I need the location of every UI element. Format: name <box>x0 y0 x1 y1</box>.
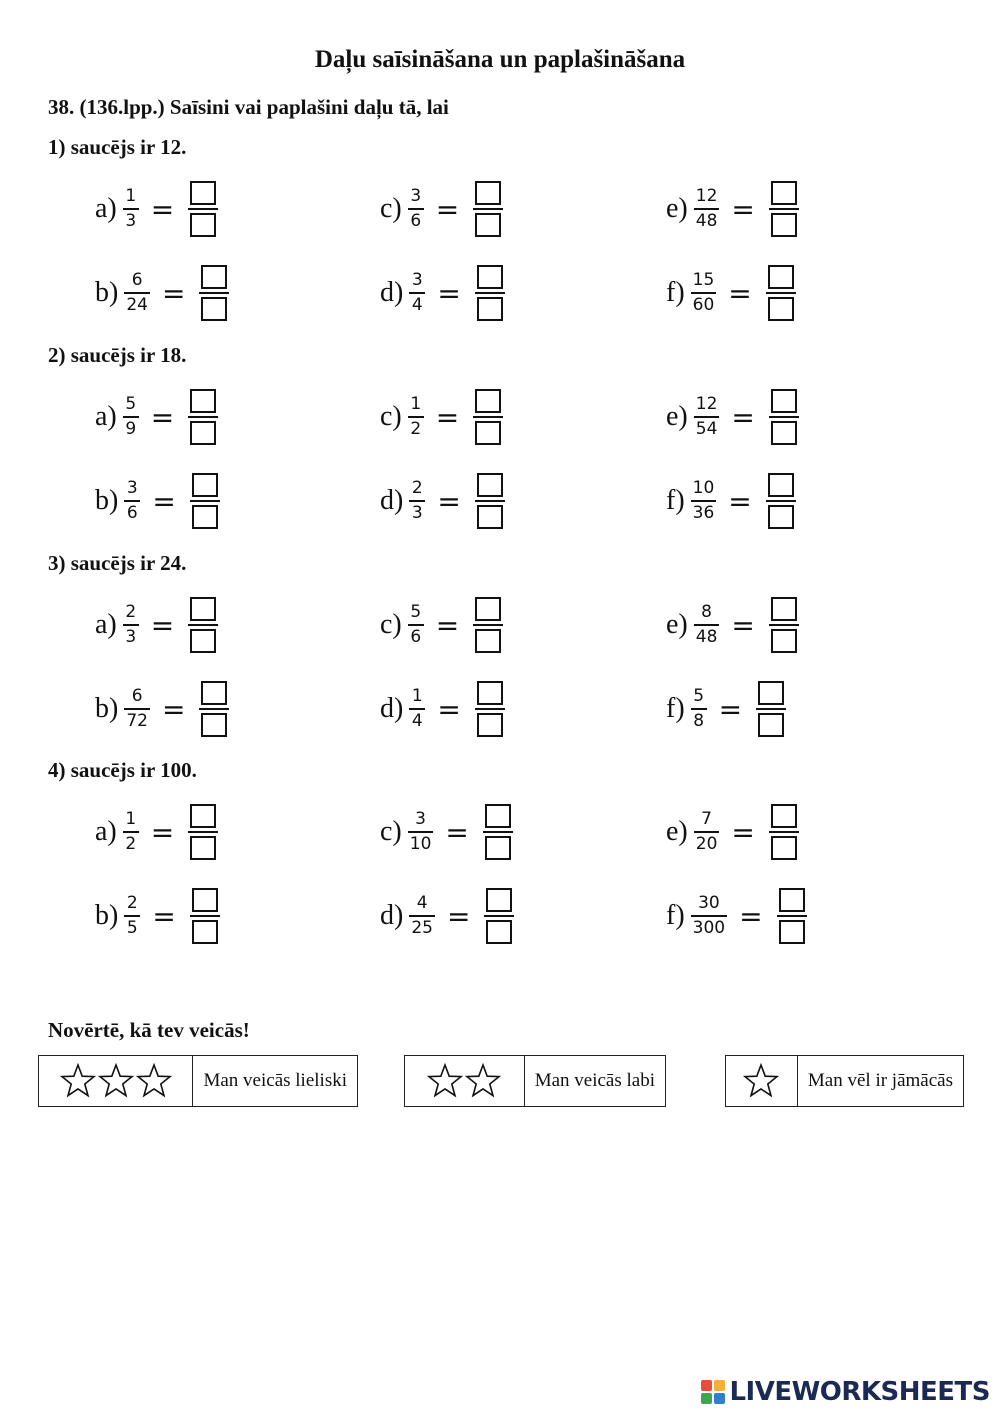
fraction-problem <box>95 469 220 533</box>
fraction-denominator: 54 <box>695 419 718 439</box>
answer-fraction <box>483 804 513 860</box>
problem-label: b) <box>95 277 119 308</box>
fraction-denominator: 5 <box>126 918 138 938</box>
problem-label: e) <box>666 816 688 847</box>
problem-label: e) <box>666 193 688 224</box>
rating-text: Man veicās lieliski <box>203 1070 347 1091</box>
fraction-problem <box>380 884 514 948</box>
equals-sign: = <box>728 276 752 310</box>
answer-numerator-input[interactable] <box>771 804 797 828</box>
equals-sign: = <box>437 276 461 310</box>
equals-sign: = <box>446 899 471 933</box>
fraction-denominator: 9 <box>125 419 137 439</box>
rating-text: Man vēl ir jāmācās <box>807 1070 953 1091</box>
given-fraction <box>123 188 139 230</box>
fraction-numerator: 1 <box>125 809 137 829</box>
star-icon <box>743 1063 779 1099</box>
given-fraction <box>123 396 139 438</box>
fraction-numerator: 1 <box>410 394 422 414</box>
equals-sign: = <box>731 192 755 226</box>
problem-label: e) <box>666 609 688 640</box>
fraction-denominator: 6 <box>126 503 138 523</box>
answer-fraction <box>766 473 796 529</box>
rating-stars <box>39 1056 193 1106</box>
fraction-denominator: 48 <box>695 627 718 647</box>
given-fraction <box>691 272 717 314</box>
answer-fraction-bar <box>769 831 799 833</box>
problem-label: b) <box>95 693 119 724</box>
equals-sign: = <box>152 899 176 933</box>
answer-fraction <box>473 389 503 445</box>
equals-sign: = <box>435 192 460 226</box>
equals-sign: = <box>150 608 175 642</box>
fraction-problem <box>380 593 503 657</box>
given-fraction <box>124 895 140 937</box>
fraction-numerator: 30 <box>698 893 720 913</box>
answer-fraction-bar <box>766 500 796 502</box>
equals-sign: = <box>731 400 755 434</box>
given-fraction <box>409 895 435 937</box>
fraction-numerator: 15 <box>692 270 715 290</box>
fraction-problem <box>666 593 799 657</box>
given-fraction <box>694 396 720 438</box>
fraction-problem <box>380 677 505 741</box>
answer-fraction <box>199 265 229 321</box>
given-fraction <box>408 604 424 646</box>
section-heading: 2) saucējs ir 18. <box>48 343 187 367</box>
answer-numerator-input[interactable] <box>485 804 511 828</box>
answer-denominator-input[interactable] <box>190 836 216 860</box>
answer-denominator-input[interactable] <box>477 297 503 321</box>
fraction-problem <box>95 385 218 449</box>
fraction-numerator: 5 <box>125 394 137 414</box>
problem-label: c) <box>380 609 402 640</box>
task-instruction: 38. (136.lpp.) Saīsini vai paplašini daļu tā, lai <box>48 95 449 119</box>
answer-fraction-bar <box>475 500 505 502</box>
answer-fraction-bar <box>473 416 503 418</box>
answer-denominator-input[interactable] <box>477 505 503 529</box>
equals-sign: = <box>161 692 186 726</box>
fraction-problem <box>95 261 229 325</box>
answer-fraction <box>475 681 505 737</box>
brand-name: LIVEWORKSHEETS <box>729 1377 990 1407</box>
given-fraction <box>691 480 717 522</box>
fraction-denominator: 2 <box>410 419 422 439</box>
fraction-numerator: 10 <box>692 478 715 498</box>
answer-numerator-input[interactable] <box>190 804 216 828</box>
answer-numerator-input[interactable] <box>190 389 216 413</box>
answer-denominator-input[interactable] <box>779 920 805 944</box>
rating-text: Man veicās labi <box>534 1070 655 1091</box>
liveworksheets-logo-icon <box>701 1380 725 1404</box>
given-fraction <box>124 480 140 522</box>
given-fraction <box>124 272 150 314</box>
fraction-numerator: 6 <box>131 270 143 290</box>
fraction-denominator: 4 <box>411 295 423 315</box>
answer-denominator-input[interactable] <box>201 713 227 737</box>
answer-fraction-bar <box>188 416 218 418</box>
answer-fraction <box>769 804 799 860</box>
answer-fraction <box>190 473 220 529</box>
fraction-problem <box>380 800 513 864</box>
problem-label: d) <box>380 693 404 724</box>
equals-sign: = <box>150 400 175 434</box>
given-fraction <box>408 396 424 438</box>
answer-denominator-input[interactable] <box>192 505 218 529</box>
section-heading: 4) saucējs ir 100. <box>48 758 197 782</box>
fraction-numerator: 5 <box>693 686 705 706</box>
answer-numerator-input[interactable] <box>758 681 784 705</box>
equals-sign: = <box>150 192 175 226</box>
fraction-numerator: 4 <box>416 893 428 913</box>
answer-fraction-bar <box>190 500 220 502</box>
fraction-numerator: 2 <box>125 602 137 622</box>
answer-fraction-bar <box>484 915 514 917</box>
answer-fraction <box>769 389 799 445</box>
answer-fraction <box>769 597 799 653</box>
equals-sign: = <box>445 815 469 849</box>
answer-numerator-input[interactable] <box>768 265 794 289</box>
answer-fraction <box>484 888 514 944</box>
answer-numerator-input[interactable] <box>477 681 503 705</box>
answer-fraction-bar <box>188 624 218 626</box>
fraction-numerator: 3 <box>410 186 422 206</box>
equals-sign: = <box>739 899 763 933</box>
fraction-problem <box>666 884 807 948</box>
answer-denominator-input[interactable] <box>771 629 797 653</box>
equals-sign: = <box>728 484 752 518</box>
answer-fraction-bar <box>769 208 799 210</box>
liveworksheets-brand <box>701 1377 990 1407</box>
problem-label: a) <box>95 193 117 224</box>
fraction-numerator: 6 <box>131 686 143 706</box>
answer-fraction-bar <box>769 624 799 626</box>
star-icon <box>427 1063 463 1099</box>
equals-sign: = <box>150 815 175 849</box>
answer-fraction <box>188 804 218 860</box>
rating-option-good[interactable] <box>404 1055 666 1107</box>
answer-denominator-input[interactable] <box>192 920 218 944</box>
given-fraction <box>123 811 139 853</box>
equals-sign: = <box>161 276 186 310</box>
star-icon <box>60 1063 96 1099</box>
answer-fraction-bar <box>483 831 513 833</box>
fraction-problem <box>95 177 218 241</box>
fraction-denominator: 6 <box>410 211 422 231</box>
answer-denominator-input[interactable] <box>758 713 784 737</box>
answer-numerator-input[interactable] <box>486 888 512 912</box>
page-title: Daļu saīsināšana un paplašināšana <box>314 46 686 73</box>
answer-denominator-input[interactable] <box>771 213 797 237</box>
answer-denominator-input[interactable] <box>190 421 216 445</box>
answer-denominator-input[interactable] <box>486 920 512 944</box>
answer-fraction <box>769 181 799 237</box>
fraction-numerator: 1 <box>125 186 137 206</box>
answer-fraction-bar <box>769 416 799 418</box>
answer-fraction <box>190 888 220 944</box>
fraction-problem <box>380 469 505 533</box>
fraction-problem <box>95 677 229 741</box>
fraction-numerator: 2 <box>126 893 138 913</box>
answer-numerator-input[interactable] <box>192 473 218 497</box>
answer-fraction-bar <box>777 915 807 917</box>
answer-fraction-bar <box>766 292 796 294</box>
equals-sign: = <box>718 692 743 726</box>
answer-fraction-bar <box>475 708 505 710</box>
given-fraction <box>409 272 425 314</box>
fraction-denominator: 72 <box>126 711 148 731</box>
given-fraction <box>694 188 720 230</box>
given-fraction <box>691 895 727 937</box>
answer-fraction <box>473 181 503 237</box>
star-icon <box>136 1063 172 1099</box>
answer-denominator-input[interactable] <box>475 421 501 445</box>
answer-denominator-input[interactable] <box>477 713 503 737</box>
fraction-denominator: 36 <box>692 503 715 523</box>
answer-numerator-input[interactable] <box>768 473 794 497</box>
equals-sign: = <box>731 815 755 849</box>
fraction-problem <box>95 884 220 948</box>
answer-fraction <box>188 389 218 445</box>
fraction-denominator: 20 <box>695 834 718 854</box>
star-icon <box>98 1063 134 1099</box>
fraction-numerator: 7 <box>701 809 712 829</box>
given-fraction <box>409 688 425 730</box>
answer-numerator-input[interactable] <box>771 181 797 205</box>
problem-label: f) <box>666 693 685 724</box>
fraction-problem <box>666 385 799 449</box>
given-fraction <box>408 188 424 230</box>
given-fraction <box>694 604 720 646</box>
answer-numerator-input[interactable] <box>771 389 797 413</box>
fraction-problem <box>380 385 503 449</box>
answer-numerator-input[interactable] <box>477 473 503 497</box>
fraction-numerator: 8 <box>701 602 712 622</box>
problem-label: d) <box>380 485 404 516</box>
rating-stars <box>726 1056 798 1106</box>
fraction-problem <box>666 177 799 241</box>
answer-denominator-input[interactable] <box>485 836 511 860</box>
fraction-denominator: 3 <box>411 503 423 523</box>
equals-sign: = <box>435 608 460 642</box>
problem-label: a) <box>95 816 117 847</box>
answer-fraction-bar <box>199 292 229 294</box>
answer-numerator-input[interactable] <box>771 597 797 621</box>
equals-sign: = <box>437 692 461 726</box>
answer-fraction <box>188 597 218 653</box>
answer-fraction <box>199 681 229 737</box>
fraction-numerator: 12 <box>695 186 718 206</box>
fraction-denominator: 24 <box>126 295 148 315</box>
equals-sign: = <box>152 484 176 518</box>
answer-denominator-input[interactable] <box>771 836 797 860</box>
fraction-denominator: 48 <box>695 211 718 231</box>
fraction-problem <box>380 177 503 241</box>
rating-option-need-practice[interactable] <box>725 1055 964 1107</box>
answer-denominator-input[interactable] <box>190 629 216 653</box>
fraction-denominator: 60 <box>692 295 715 315</box>
answer-fraction <box>766 265 796 321</box>
answer-denominator-input[interactable] <box>771 421 797 445</box>
answer-numerator-input[interactable] <box>192 888 218 912</box>
answer-fraction-bar <box>199 708 229 710</box>
fraction-numerator: 3 <box>126 478 138 498</box>
answer-denominator-input[interactable] <box>201 297 227 321</box>
problem-label: b) <box>95 900 119 931</box>
answer-numerator-input[interactable] <box>201 265 227 289</box>
answer-fraction-bar <box>473 624 503 626</box>
answer-denominator-input[interactable] <box>768 297 794 321</box>
problem-label: d) <box>380 900 404 931</box>
fraction-numerator: 2 <box>411 478 423 498</box>
fraction-denominator: 10 <box>409 834 432 854</box>
problem-label: e) <box>666 401 688 432</box>
answer-numerator-input[interactable] <box>190 181 216 205</box>
answer-fraction <box>475 265 505 321</box>
answer-numerator-input[interactable] <box>190 597 216 621</box>
fraction-numerator: 3 <box>411 270 423 290</box>
fraction-denominator: 2 <box>125 834 137 854</box>
answer-denominator-input[interactable] <box>475 629 501 653</box>
section-heading: 1) saucējs ir 12. <box>48 135 187 159</box>
fraction-denominator: 25 <box>411 918 433 938</box>
answer-fraction <box>777 888 807 944</box>
section-heading: 3) saucējs ir 24. <box>48 551 187 575</box>
problem-label: a) <box>95 609 117 640</box>
fraction-denominator: 8 <box>693 711 705 731</box>
fraction-problem <box>380 261 505 325</box>
problem-label: c) <box>380 816 402 847</box>
fraction-denominator: 6 <box>410 627 422 647</box>
answer-fraction <box>475 473 505 529</box>
given-fraction <box>694 811 720 853</box>
fraction-problem <box>95 593 218 657</box>
problem-label: f) <box>666 277 685 308</box>
fraction-denominator: 3 <box>125 211 137 231</box>
answer-numerator-input[interactable] <box>475 181 501 205</box>
answer-numerator-input[interactable] <box>475 597 501 621</box>
fraction-numerator: 3 <box>415 809 426 829</box>
fraction-numerator: 1 <box>411 686 423 706</box>
rating-option-excellent[interactable] <box>38 1055 358 1107</box>
answer-numerator-input[interactable] <box>475 389 501 413</box>
problem-label: c) <box>380 401 402 432</box>
equals-sign: = <box>437 484 461 518</box>
given-fraction <box>123 604 139 646</box>
given-fraction <box>124 688 150 730</box>
problem-label: f) <box>666 485 685 516</box>
given-fraction <box>409 480 425 522</box>
answer-fraction <box>756 681 786 737</box>
answer-fraction <box>473 597 503 653</box>
answer-fraction-bar <box>188 831 218 833</box>
answer-fraction-bar <box>475 292 505 294</box>
fraction-problem <box>666 469 796 533</box>
answer-fraction-bar <box>473 208 503 210</box>
answer-numerator-input[interactable] <box>477 265 503 289</box>
problem-label: a) <box>95 401 117 432</box>
problem-label: c) <box>380 193 402 224</box>
answer-fraction-bar <box>188 208 218 210</box>
fraction-denominator: 4 <box>411 711 423 731</box>
equals-sign: = <box>731 608 755 642</box>
rating-heading: Novērtē, kā tev veicās! <box>48 1018 250 1042</box>
problem-label: f) <box>666 900 685 931</box>
fraction-problem <box>666 261 796 325</box>
given-fraction <box>408 811 434 853</box>
fraction-numerator: 12 <box>695 394 718 414</box>
fraction-denominator: 300 <box>692 918 726 938</box>
answer-denominator-input[interactable] <box>190 213 216 237</box>
fraction-problem <box>95 800 218 864</box>
answer-fraction-bar <box>190 915 220 917</box>
star-icon <box>465 1063 501 1099</box>
problem-label: d) <box>380 277 404 308</box>
answer-denominator-input[interactable] <box>768 505 794 529</box>
answer-numerator-input[interactable] <box>201 681 227 705</box>
answer-fraction-bar <box>756 708 786 710</box>
fraction-problem <box>666 677 786 741</box>
answer-denominator-input[interactable] <box>475 213 501 237</box>
rating-stars <box>405 1056 525 1106</box>
fraction-numerator: 5 <box>410 602 422 622</box>
given-fraction <box>691 688 707 730</box>
problem-label: b) <box>95 485 119 516</box>
equals-sign: = <box>435 400 460 434</box>
fraction-denominator: 3 <box>125 627 137 647</box>
fraction-problem <box>666 800 799 864</box>
answer-numerator-input[interactable] <box>779 888 805 912</box>
answer-fraction <box>188 181 218 237</box>
